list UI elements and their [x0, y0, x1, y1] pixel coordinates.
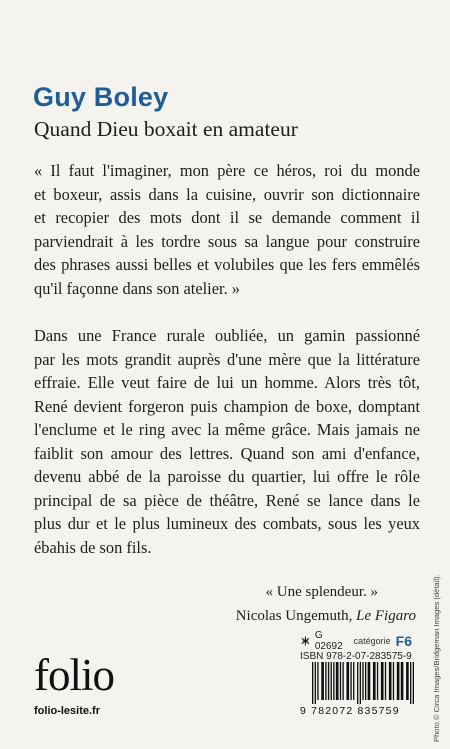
quote-line: des phrases aussi belles et volubiles que les fers emmêlés [34, 255, 420, 274]
barcode-bar [350, 662, 351, 700]
barcode-bars [312, 662, 414, 704]
summary-line: faiblit son amour des lettres. Quand son ami d'enfance, [34, 443, 420, 463]
summary-line: Dans une France rurale oubliée, un gamin passionné [34, 326, 420, 345]
category-label: catégorie [353, 636, 391, 646]
barcode-bar [368, 662, 371, 700]
quote-line: « Il faut l'imaginer, mon père ce héros, roi du monde [34, 161, 420, 180]
folio-logo: folio [34, 650, 114, 700]
barcode-bar [413, 662, 414, 704]
barcode-bar [389, 662, 392, 700]
barcode-bar [385, 662, 386, 700]
barcode-bar [325, 662, 326, 700]
product-code: G 02692 [314, 630, 343, 652]
barcode-bar [331, 662, 332, 700]
publisher-website[interactable]: folio-lesite.fr [34, 705, 101, 717]
barcode-bar [317, 662, 318, 700]
summary-paragraph [34, 324, 420, 559]
barcode-bar [406, 662, 409, 700]
summary-line: ébahis de son fils. [34, 537, 152, 557]
category-badge: F6 [395, 633, 412, 649]
book-codes [300, 632, 412, 664]
quote-line: et boxeur, assis dans la cuisine, ouvrir son dictionnaire [34, 184, 420, 204]
barcode-bar [353, 662, 354, 700]
quote-line: et recopier des mots dont il se demande comment il [34, 208, 420, 227]
summary-line: principal de sa pièce de théâtre, René se lance dans le [34, 490, 420, 510]
excerpt-quote [34, 159, 420, 300]
barcode-bar [321, 662, 324, 700]
critic-name: Nicolas Ungemuth, [235, 608, 353, 624]
summary-line: devenu abbé de la paroisse du quartier, lui offre le rôle [34, 467, 420, 486]
summary-line: René devient forgeron puis champion de boxe, domptant [34, 396, 420, 416]
barcode-bar [333, 662, 334, 700]
barcode [300, 662, 416, 717]
barcode-bar [397, 662, 400, 700]
publisher-emblem-icon [300, 635, 311, 647]
quote-line: parviendrait à les tordre sous sa langue pour construire [34, 231, 420, 251]
photo-credit: Photo © Circa Images/Bridgeman Images (détail). [432, 574, 441, 742]
isbn: ISBN 978-2-07-283575-9 [300, 651, 412, 662]
barcode-bar [410, 662, 411, 704]
barcode-bar [377, 662, 378, 700]
quote-line: qu'il façonne dans son atelier. » [34, 278, 240, 298]
category-row [300, 632, 412, 650]
author-name: Guy Boley [33, 82, 169, 112]
barcode-bar [315, 662, 316, 704]
publication-name: Le Figaro [356, 608, 416, 624]
barcode-bar [312, 662, 313, 704]
barcode-bar [357, 662, 358, 704]
press-praise [236, 580, 416, 628]
summary-line: l'enclume et le ring avec la même grâce. Mais jamais ne [34, 420, 420, 439]
praise-attribution [236, 604, 416, 628]
barcode-bar [336, 662, 339, 700]
barcode-bar [328, 662, 329, 700]
barcode-bar [360, 662, 361, 704]
barcode-bar [401, 662, 404, 700]
barcode-bar [340, 662, 341, 700]
barcode-bar [365, 662, 366, 700]
summary-line: effraie. Elle veut faire de lui un homme. Alors très tôt, [34, 373, 420, 392]
book-title: Quand Dieu boxait en amateur [34, 117, 298, 141]
barcode-bar [342, 662, 343, 700]
praise-quote: « Une splendeur. » [265, 584, 378, 600]
barcode-bar [393, 662, 394, 700]
summary-line: plus dur et le plus lumineux des combats, sous les yeux [34, 514, 420, 533]
barcode-bar [381, 662, 384, 700]
barcode-digits: 9 782072 835759 [300, 705, 400, 717]
summary-line: par les mots grandit auprès d'une mère que la littérature [34, 349, 420, 369]
barcode-bar [362, 662, 363, 700]
barcode-bar [373, 662, 376, 700]
barcode-bar [346, 662, 349, 700]
